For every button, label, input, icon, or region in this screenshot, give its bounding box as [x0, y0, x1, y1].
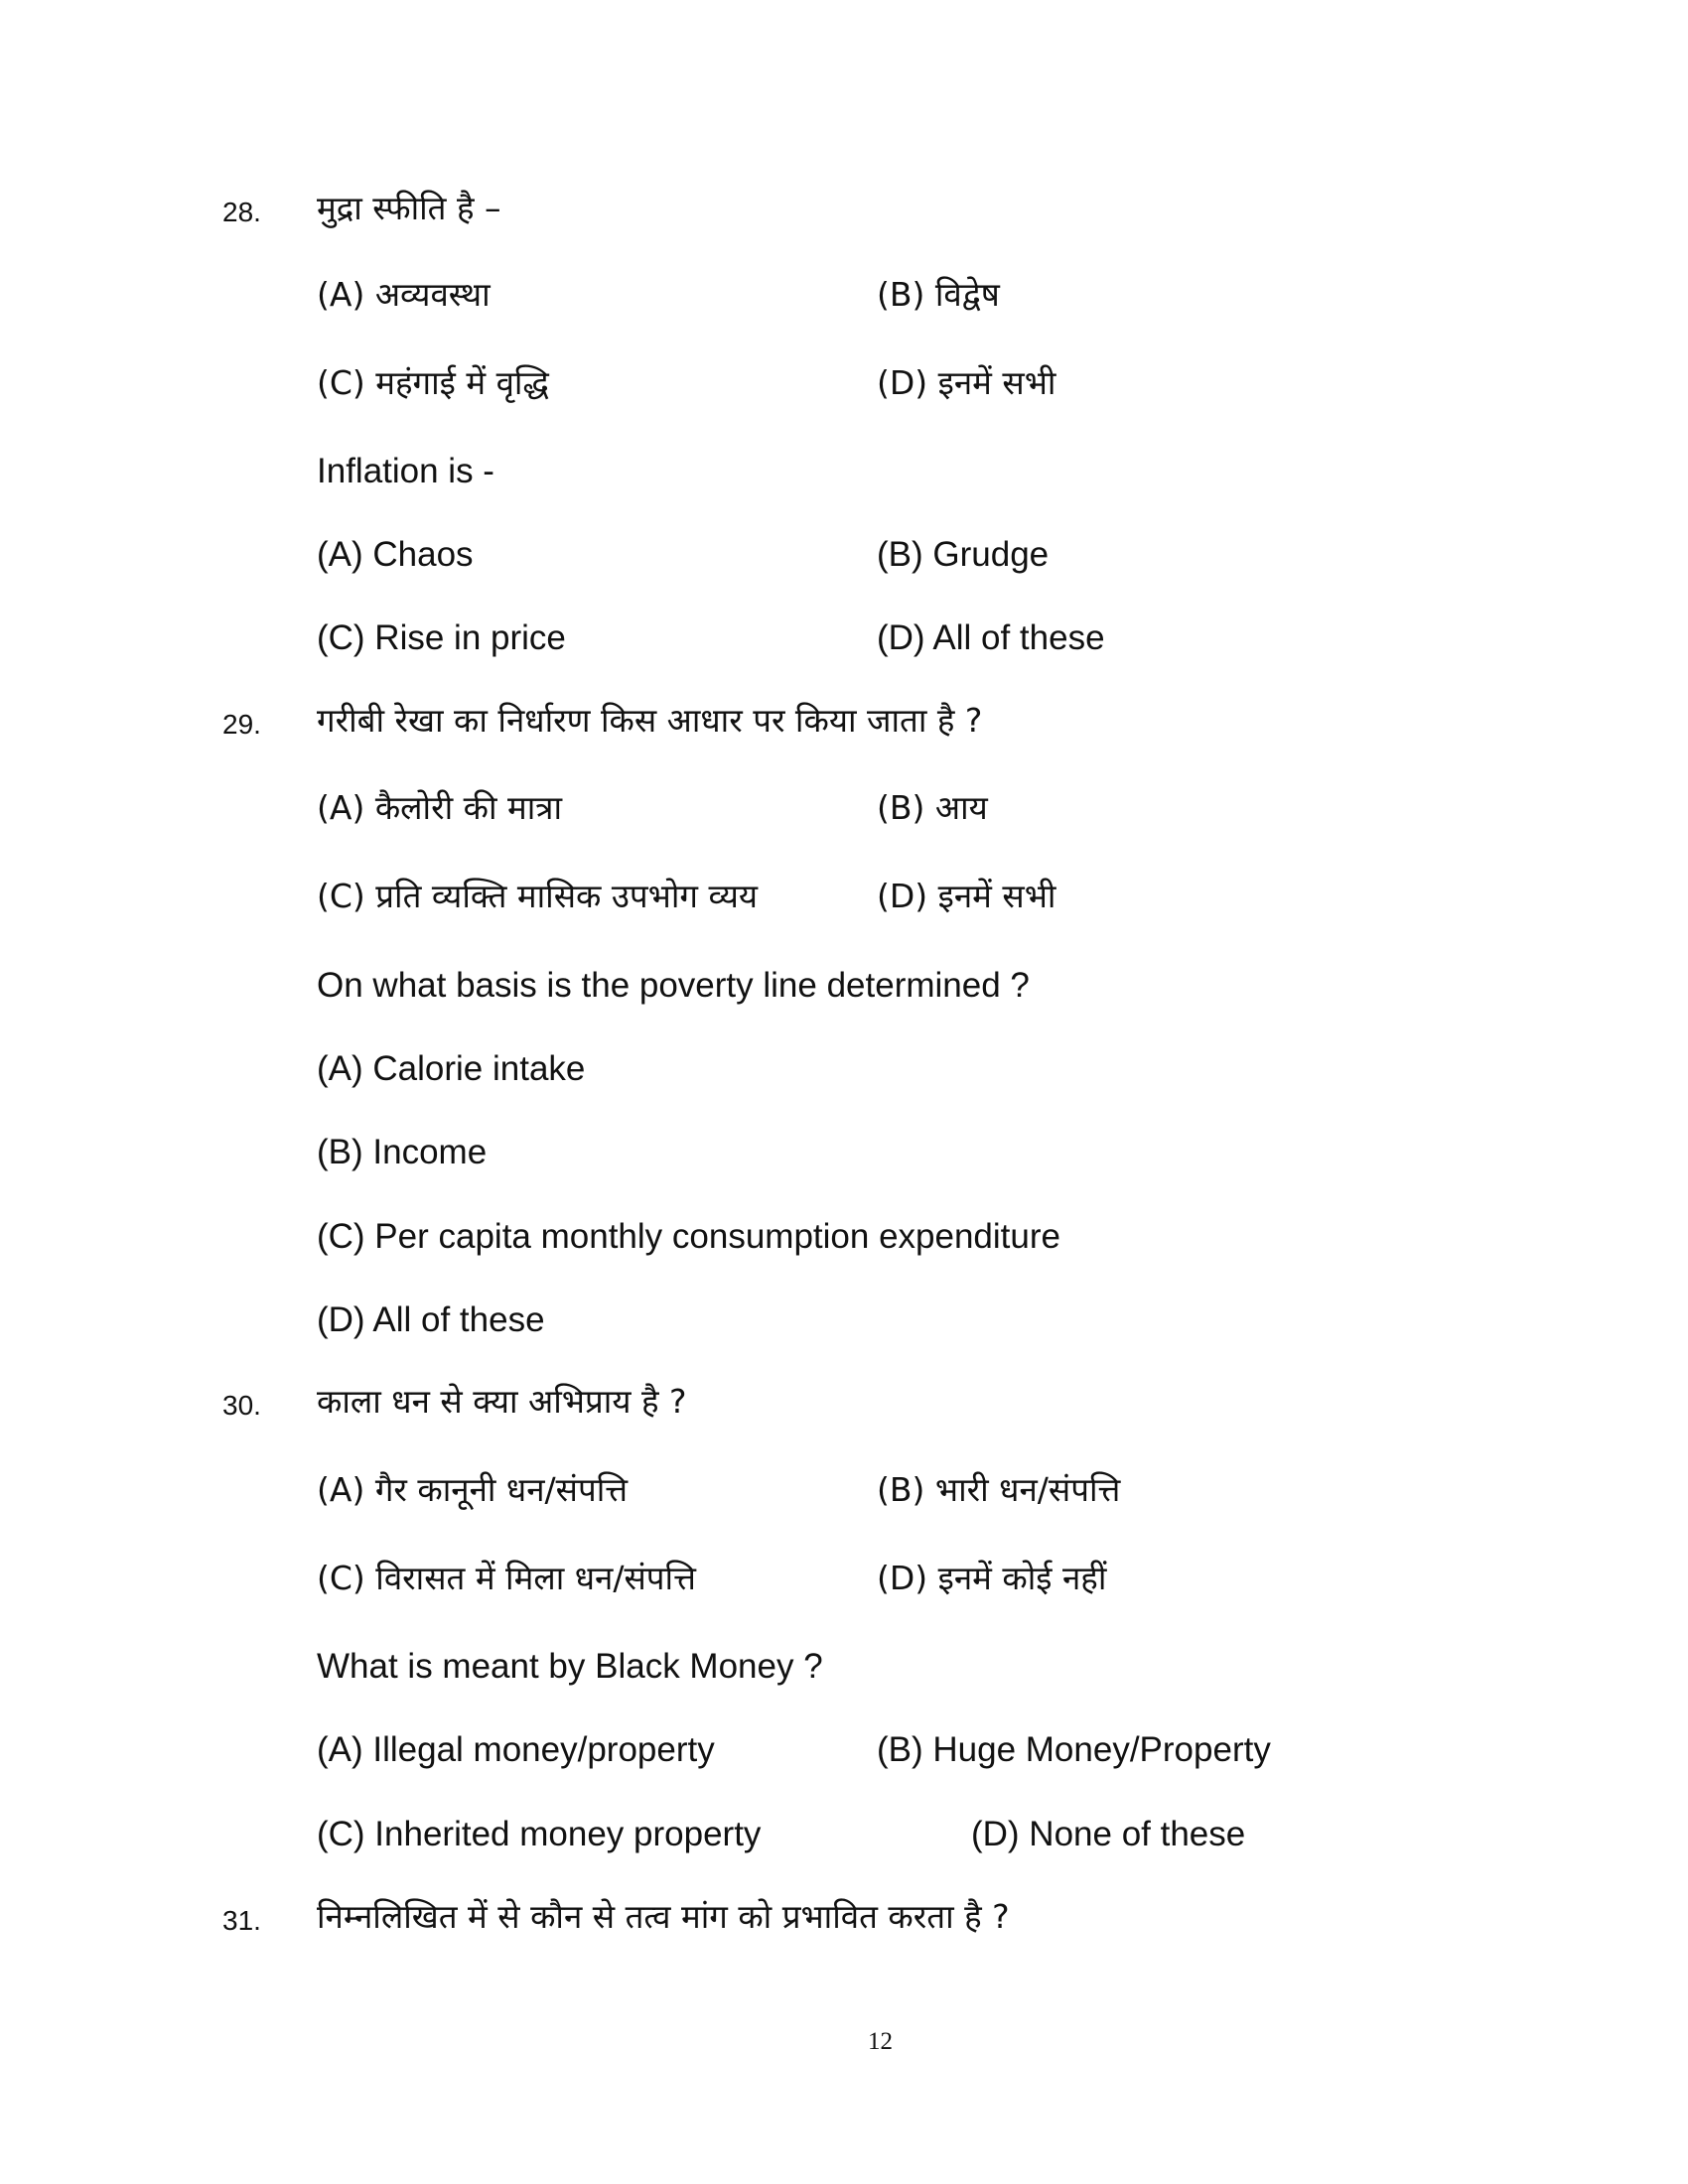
option-d-hindi: (D) इनमें सभी: [877, 363, 1056, 402]
option-c-hindi: (C) महंगाई में वृद्धि: [317, 363, 549, 402]
question-text-hindi: मुद्रा स्फीति है –: [317, 189, 501, 227]
option-c-english: (C) Rise in price: [317, 618, 566, 657]
question-number: 29.: [222, 709, 261, 740]
question-text-english: Inflation is -: [317, 452, 494, 490]
page-number: 12: [868, 2028, 893, 2055]
question-number: 30.: [222, 1390, 261, 1421]
option-d-english: (D) All of these: [317, 1300, 545, 1339]
question-text-hindi: निम्नलिखित में से कौन से तत्व मांग को प्रभावित करता है ?: [317, 1897, 1010, 1936]
option-a-hindi: (A) अव्यवस्था: [317, 275, 491, 314]
question-number: 31.: [222, 1905, 261, 1936]
option-d-hindi: (D) इनमें कोई नहीं: [877, 1559, 1107, 1597]
option-d-english: (D) None of these: [971, 1815, 1246, 1853]
option-a-hindi: (A) गैर कानूनी धन/संपत्ति: [317, 1470, 629, 1509]
question-number: 28.: [222, 197, 261, 227]
option-b-hindi: (B) विद्वेष: [877, 275, 1000, 314]
option-c-english: (C) Per capita monthly consumption expenditure: [317, 1217, 1060, 1256]
option-b-hindi: (B) भारी धन/संपत्ति: [877, 1470, 1121, 1509]
option-a-english: (A) Calorie intake: [317, 1049, 586, 1088]
option-b-english: (B) Huge Money/Property: [877, 1730, 1271, 1769]
option-a-english: (A) Illegal money/property: [317, 1730, 715, 1769]
option-b-english: (B) Grudge: [877, 535, 1050, 574]
option-b-hindi: (B) आय: [877, 788, 988, 827]
option-c-hindi: (C) प्रति व्यक्ति मासिक उपभोग व्यय: [317, 877, 759, 915]
option-c-hindi: (C) विरासत में मिला धन/संपत्ति: [317, 1559, 696, 1597]
question-text-english: On what basis is the poverty line determined ?: [317, 966, 1030, 1005]
option-d-hindi: (D) इनमें सभी: [877, 877, 1056, 915]
option-c-english: (C) Inherited money property: [317, 1815, 762, 1853]
option-d-english: (D) All of these: [877, 618, 1105, 657]
question-text-hindi: गरीबी रेखा का निर्धारण किस आधार पर किया जाता है ?: [317, 701, 983, 740]
option-a-hindi: (A) कैलोरी की मात्रा: [317, 788, 563, 827]
option-b-english: (B) Income: [317, 1133, 488, 1171]
option-a-english: (A) Chaos: [317, 535, 474, 574]
question-text-hindi: काला धन से क्या अभिप्राय है ?: [317, 1382, 687, 1421]
question-text-english: What is meant by Black Money ?: [317, 1647, 823, 1686]
